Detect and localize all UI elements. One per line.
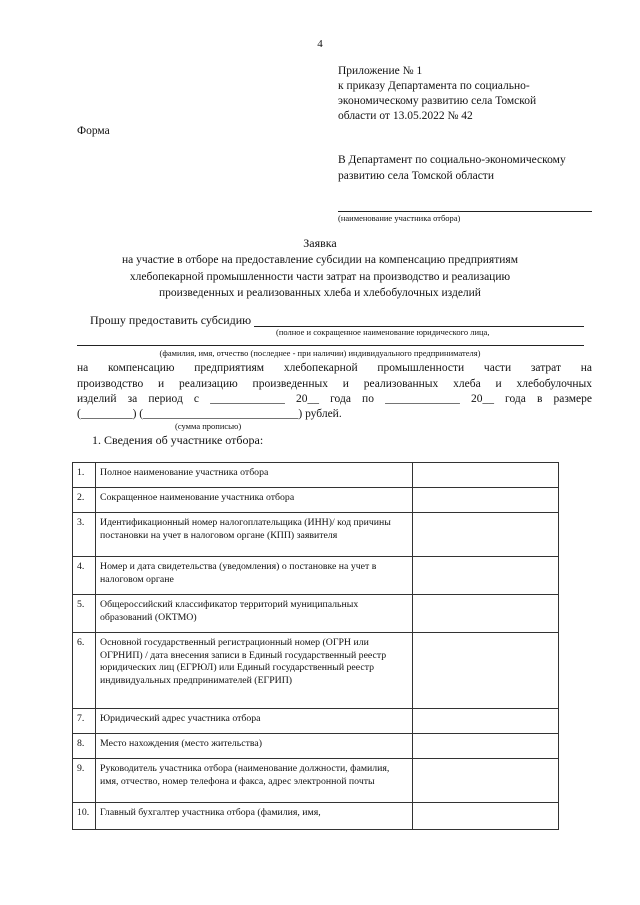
entrepreneur-name-field[interactable] (77, 345, 584, 346)
row-label: Главный бухгалтер участника отбора (фамилия, имя, (96, 803, 413, 830)
appendix-line: области от 13.05.2022 № 42 (338, 110, 473, 122)
row-number: 1. (73, 463, 96, 488)
row-value-field[interactable] (413, 759, 559, 803)
row-number: 10. (73, 803, 96, 830)
addressee-line: В Департамент по социально-экономическому (338, 154, 566, 166)
request-lead: Прошу предоставить субсидию (90, 313, 252, 327)
row-value-field[interactable] (413, 803, 559, 830)
row-label: Место нахождения (место жительства) (96, 734, 413, 759)
appendix-line: к приказу Департамента по социально- (338, 80, 530, 92)
appendix-line: Приложение № 1 (338, 65, 423, 77)
section-title: 1. Сведения об участнике отбора: (92, 433, 264, 447)
table-row (73, 759, 559, 803)
subtitle-line: произведенных и реализованных хлеба и хлебобулочных изделий (159, 287, 481, 299)
company-name-caption: (полное и сокращенное наименование юридического лица, (276, 327, 490, 337)
participant-name-field[interactable] (338, 211, 592, 212)
row-value-field[interactable] (413, 734, 559, 759)
page-number: 4 (317, 38, 323, 50)
row-number: 9. (73, 759, 96, 803)
row-value-field[interactable] (413, 488, 559, 513)
table-row (73, 595, 559, 633)
table-row (73, 557, 559, 595)
row-label: Полное наименование участника отбора (96, 463, 413, 488)
row-label: Сокращенное наименование участника отбора (96, 488, 413, 513)
appendix-block (338, 64, 588, 124)
row-label: Общероссийский классификатор территорий муниципальных образований (ОКТМО) (96, 595, 413, 633)
row-label: Основной государственный регистрационный номер (ОГРН или ОГРНИП) / дата внесения записи в Единый государственный реестр юридических лиц (ЕГРЮЛ) или Единый государственный реестр индивидуальных предпринимателей (ЕГРИП) (96, 633, 413, 709)
document-subtitle (60, 252, 580, 302)
document-title: Заявка (303, 236, 337, 250)
row-number: 8. (73, 734, 96, 759)
table-row (73, 633, 559, 709)
request-sum-line: (_________) (___________________________) рублей. (77, 408, 342, 420)
request-period-line: изделий за период с _____________ 20__ года по _____________ 20__ года в размере (77, 393, 592, 405)
row-value-field[interactable] (413, 595, 559, 633)
row-number: 5. (73, 595, 96, 633)
participant-name-caption: (наименование участника отбора) (338, 213, 461, 223)
row-number: 7. (73, 709, 96, 734)
row-value-field[interactable] (413, 557, 559, 595)
row-label: Юридический адрес участника отбора (96, 709, 413, 734)
row-label: Идентификационный номер налогоплательщика (ИНН)/ код причины постановки на учет в налоговом органе (КПП) заявителя (96, 513, 413, 557)
subtitle-line: хлебопекарной промышленности части затрат на производство и реализацию (129, 270, 511, 283)
row-value-field[interactable] (413, 463, 559, 488)
table-row (73, 513, 559, 557)
row-value-field[interactable] (413, 513, 559, 557)
addressee-line: развитию села Томской области (338, 170, 494, 182)
row-label: Номер и дата свидетельства (уведомления) о постановке на учет в налоговом органе (96, 557, 413, 595)
row-number: 2. (73, 488, 96, 513)
appendix-line: экономическому развитию села Томской (338, 95, 537, 107)
table-row (73, 463, 559, 488)
addressee-block (338, 152, 608, 184)
row-number: 6. (73, 633, 96, 709)
participant-info-table (72, 462, 559, 830)
sum-caption: (сумма прописью) (175, 421, 242, 431)
table-row (73, 709, 559, 734)
row-number: 4. (73, 557, 96, 595)
row-value-field[interactable] (413, 633, 559, 709)
table-row (73, 488, 559, 513)
row-number: 3. (73, 513, 96, 557)
row-label: Руководитель участника отбора (наименование должности, фамилия, имя, отчество, номер телефона и факса, адрес электронной почты (96, 759, 413, 803)
request-text-line: производство и реализацию произведенных и реализованных хлеба и хлебобулочных (77, 378, 592, 390)
subtitle-line: на участие в отборе на предоставление субсидии на компенсацию предприятиям (122, 254, 518, 266)
request-text-line: на компенсацию предприятиям хлебопекарной промышленности части затрат на (77, 362, 592, 374)
row-value-field[interactable] (413, 709, 559, 734)
entrepreneur-name-caption: (фамилия, имя, отчество (последнее - при наличии) индивидуального предпринимателя) (159, 348, 481, 358)
form-label: Форма (77, 125, 110, 137)
table-row (73, 803, 559, 830)
table-row (73, 734, 559, 759)
